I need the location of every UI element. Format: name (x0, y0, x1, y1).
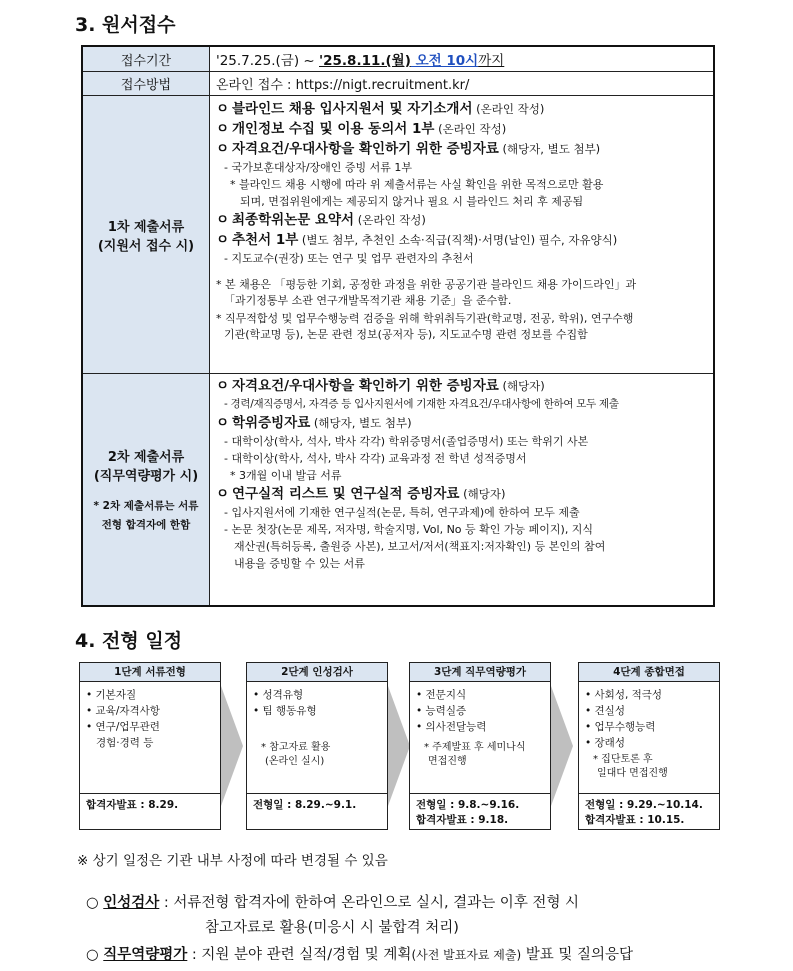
stage-3-note: * 주제발표 후 세미나식 면접진행 (424, 742, 526, 767)
bullet-personality-title: 인성검사 (103, 895, 160, 911)
period-value (210, 46, 715, 72)
stage-1-title: 1단계 서류전형 (80, 663, 220, 682)
stage-2-title: 2단계 인성검사 (247, 663, 387, 682)
stage-1-footer: 합격자발표 : 8.29. (80, 793, 220, 817)
stage-4-note: * 집단토론 후 일대다 면접진행 (593, 754, 668, 779)
first-item-3-dash: - 국가보훈대상자/장애인 증빙 서류 1부 (224, 161, 413, 174)
schedule-note: ※ 상기 일정은 기관 내부 사정에 따라 변경될 수 있음 (77, 853, 388, 869)
stage-4-item: • 업무수행능력 (585, 721, 656, 733)
row-method (82, 72, 714, 96)
first-item-5-dash: - 지도교수(권장) 또는 연구 및 업무 관련자의 추천서 (224, 252, 474, 265)
stage-4-title: 4단계 종합면접 (579, 663, 719, 682)
second-item-2-dash-2: - 대학이상(학사, 석사, 박사 각각) 교육과정 전 학년 성적증명서 (224, 452, 527, 465)
first-docs-content (210, 96, 715, 374)
stage-4-item: • 장래성 (585, 737, 625, 749)
stage-4-footer: 전형일 : 9.29.~10.14. 합격자발표 : 10.15. (579, 793, 719, 832)
stage-4-item: • 사회성, 적극성 (585, 689, 663, 701)
second-item-2-star: * 3개월 이내 발급 서류 (230, 469, 342, 482)
stage-2 (246, 662, 388, 830)
first-item-5: ㅇ 추천서 1부 (별도 첨부, 추천인 소속·직급(직책)·서명(날인) 필수, 자유양식) (216, 232, 618, 248)
bullet-personality-cont: 참고자료로 활용(미응시 시 불합격 처리) (205, 920, 459, 936)
stage-1-item: 경험·경력 등 (86, 737, 154, 749)
stage-1-item: • 연구/업무관련 (86, 721, 160, 733)
application-table (81, 45, 715, 607)
bullet-competency-title: 직무역량평가 (103, 947, 188, 963)
bullet-competency-text-end: 발표 및 질의응답 (521, 947, 634, 963)
stage-2-footer: 전형일 : 8.29.~9.1. (247, 793, 387, 817)
first-note-1: * 본 채용은 「평등한 기회, 공정한 과정을 위한 공공기관 블라인드 채용 가이드라인」과 「과기정통부 소관 연구개발목적기관 채용 기준」을 준수함. (216, 278, 637, 307)
section-title-schedule: 4. 전형 일정 (75, 630, 183, 652)
second-label-3: * 2차 제출서류는 서류 (93, 500, 199, 513)
method-value: 온라인 접수 : https://nigt.recruitment.kr/ (210, 72, 715, 96)
period-end-time: 오전 10시 (410, 53, 479, 69)
second-docs-label (82, 374, 210, 606)
second-item-3: ㅇ 연구실적 리스트 및 연구실적 증빙자료 (해당자) (216, 486, 506, 502)
stage-1 (79, 662, 221, 830)
arrow-icon (551, 686, 573, 806)
first-item-1: ㅇ 블라인드 채용 입사지원서 및 자기소개서 (온라인 작성) (216, 101, 545, 117)
stage-3 (409, 662, 551, 830)
stage-3-item: • 의사전달능력 (416, 721, 487, 733)
second-item-2-dash-1: - 대학이상(학사, 석사, 박사 각각) 학위증명서(졸업증명서) 또는 학위기 사본 (224, 435, 589, 448)
stage-2-item: • 성격유형 (253, 689, 304, 701)
circle-icon: ○ (86, 947, 99, 963)
second-label-2: (직무역량평가 시) (93, 469, 199, 485)
second-docs-content (210, 374, 715, 606)
bullet-competency-small: (사전 발표자료 제출) (411, 948, 522, 962)
arrow-icon (388, 686, 410, 806)
stage-1-item: • 기본자질 (86, 689, 137, 701)
circle-icon: ○ (86, 895, 99, 911)
first-blind-note: * 블라인드 채용 시행에 따라 위 제출서류는 사실 확인을 위한 목적으로만 활용 되며, 면접위원에게는 제공되지 않거나 필요 시 블라인드 처리 후 제공됨 (230, 178, 604, 208)
first-label-2: (지원서 접수 시) (97, 238, 195, 254)
second-label-1: 2차 제출서류 (107, 450, 185, 466)
stage-1-item: • 교육/자격사항 (86, 705, 160, 717)
bullet-competency-text: : 지원 분야 관련 실적/경험 및 계획 (187, 947, 412, 963)
arrow-icon (221, 686, 243, 806)
second-item-3-dash-2: - 논문 첫장(논문 제목, 저자명, 학술지명, Vol, No 등 확인 가능 페이지), 지식 재산권(특허등록, 출원증 사본), 보고서/저서(책표지:저자확인) 등 본인의 참여 내용을 증빙할 수 있는 서류 (224, 523, 606, 570)
bullet-personality (86, 891, 579, 912)
stage-3-title: 3단계 직무역량평가 (410, 663, 550, 682)
second-item-1: ㅇ 자격요건/우대사항을 확인하기 위한 증빙자료 (해당자) (216, 378, 545, 394)
period-suffix: 까지 (478, 53, 505, 69)
section-title-application: 3. 원서접수 (75, 14, 176, 36)
method-label: 접수방법 (82, 72, 210, 96)
first-label-1: 1차 제출서류 (107, 219, 185, 235)
bullet-competency (86, 943, 633, 964)
stage-4-item: • 견실성 (585, 705, 625, 717)
second-item-2: ㅇ 학위증빙자료 (해당자, 별도 첨부) (216, 415, 412, 431)
first-item-3: ㅇ 자격요건/우대사항을 확인하기 위한 증빙자료 (해당자, 별도 첨부) (216, 141, 601, 157)
row-second-docs (82, 374, 714, 606)
stage-2-note: * 참고자료 활용 (온라인 실시) (261, 742, 331, 767)
stage-3-item: • 전문지식 (416, 689, 467, 701)
first-note-2: * 직무적합성 및 업무수행능력 검증을 위해 학위취득기관(학교명, 전공, 학위), 연구수행 기관(학교명 등), 논문 관련 정보(공저자 등), 지도교수명 관련 정보를 수집함 (216, 312, 634, 341)
second-label-4: 전형 합격자에 한함 (101, 519, 191, 532)
first-docs-label (82, 96, 210, 374)
bullet-personality-text: : 서류전형 합격자에 한하여 온라인으로 실시, 결과는 이후 전형 시 (159, 895, 580, 911)
row-first-docs (82, 96, 714, 374)
first-item-4: ㅇ 최종학위논문 요약서 (온라인 작성) (216, 212, 426, 228)
stage-3-item: • 능력실증 (416, 705, 467, 717)
stage-4 (578, 662, 720, 830)
row-period (82, 46, 714, 72)
period-label: 접수기간 (82, 46, 210, 72)
first-item-2: ㅇ 개인정보 수집 및 이용 동의서 1부 (온라인 작성) (216, 121, 507, 137)
stage-3-footer: 전형일 : 9.8.~9.16. 합격자발표 : 9.18. (410, 793, 550, 832)
period-start: '25.7.25.(금) ~ (216, 53, 319, 69)
second-item-1-dash: - 경력/재직증명서, 자격증 등 입사지원서에 기재한 자격요건/우대사항에 한하여 모두 제출 (224, 398, 619, 410)
second-item-3-dash-1: - 입사지원서에 기재한 연구실적(논문, 특허, 연구과제)에 한하여 모두 제출 (224, 506, 580, 519)
stage-2-item: • 팀 행동유형 (253, 705, 317, 717)
period-end-date: '25.8.11.(월) (319, 53, 411, 69)
